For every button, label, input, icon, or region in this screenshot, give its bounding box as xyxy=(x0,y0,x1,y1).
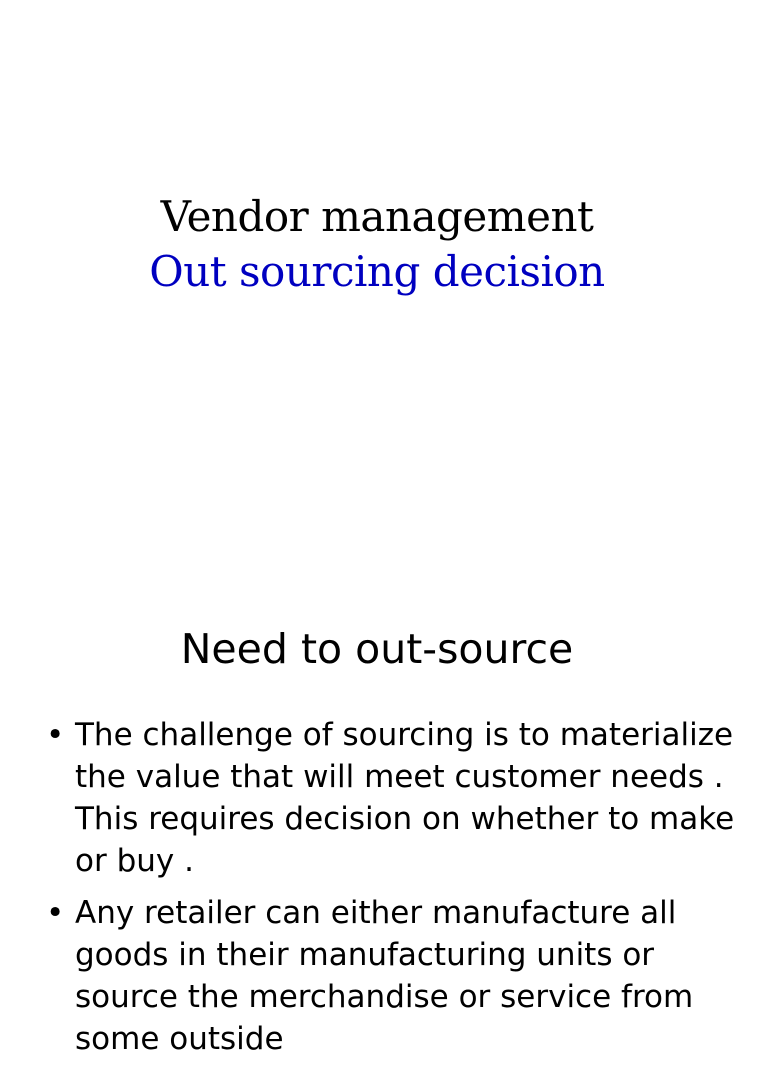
bullet-text: Any retailer can either manufacture all goods in their manufacturing units or source the merchandise or service from some outside xyxy=(75,895,694,1057)
bullet-icon: • xyxy=(46,717,65,753)
bullet-item xyxy=(46,714,756,882)
slide-subtitle: Out sourcing decision xyxy=(149,247,605,296)
slide-heading: Need to out-source xyxy=(180,625,574,673)
bullet-item xyxy=(46,892,756,1060)
bullet-icon: • xyxy=(46,895,65,931)
slide-content xyxy=(0,576,768,1057)
bullet-text: The challenge of sourcing is to materialize the value that will meet customer needs . This requires decision on whether to make or buy . xyxy=(75,717,735,879)
slide-title-heading: Vendor management xyxy=(160,192,594,241)
bullet-list xyxy=(46,714,756,1070)
